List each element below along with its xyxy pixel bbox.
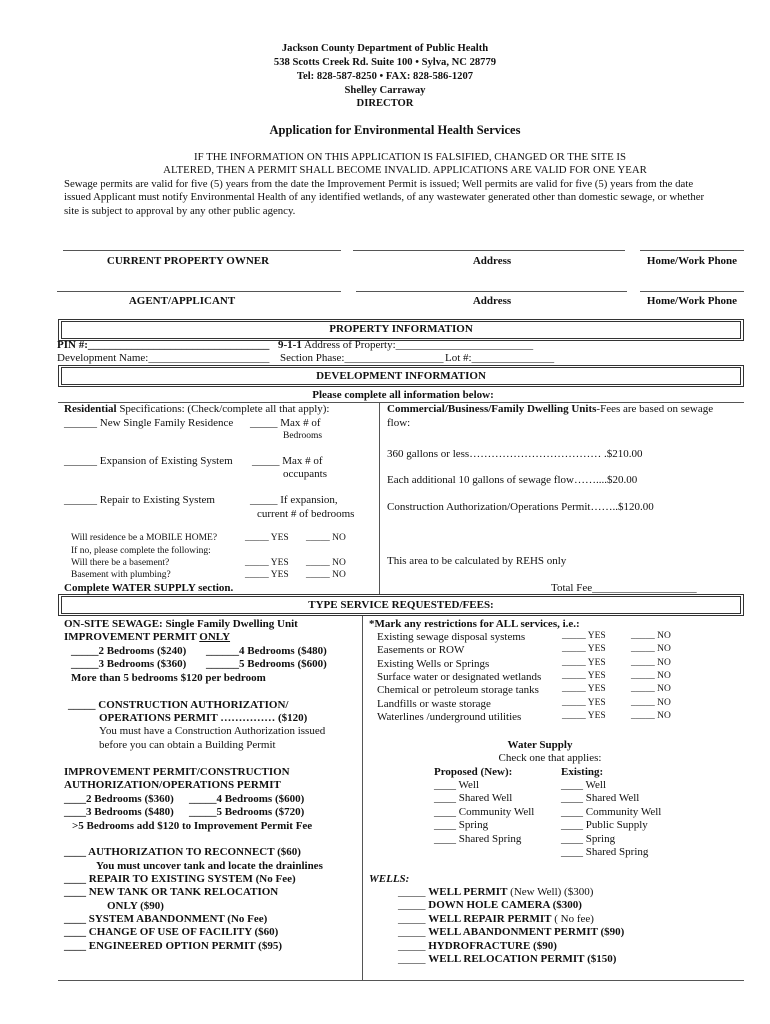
well-permit-item[interactable] — [398, 913, 594, 925]
proposed-item[interactable]: ____ Spring — [434, 819, 489, 832]
dev-divider — [379, 402, 380, 594]
if-expansion[interactable]: _____ If expansion, — [250, 494, 338, 506]
repair-existing[interactable]: ______ Repair to Existing System — [64, 494, 215, 506]
type-divider — [362, 616, 363, 980]
owner-phone-label: Home/Work Phone — [646, 255, 738, 267]
fee-ca-operations: Construction Authorization/Operations Permit……..$120.00 — [387, 501, 654, 513]
restriction-item: Waterlines /underground utilities — [377, 710, 522, 723]
repair-existing-system[interactable]: ____ REPAIR TO EXISTING SYSTEM (No Fee) — [64, 873, 296, 885]
well-permit-item[interactable] — [398, 926, 624, 938]
restriction-no[interactable]: _____ NO — [631, 697, 671, 708]
system-abandonment[interactable]: ____ SYSTEM ABANDONMENT (No Fee) — [64, 913, 268, 925]
ip-5-bedrooms[interactable]: ______5 Bedrooms ($600) — [206, 658, 327, 670]
reconnect-note: You must uncover tank and locate the drainlines — [96, 860, 323, 872]
e911-rest: Address of Property:_________________________ — [301, 339, 534, 351]
well-permit-fee: (New Well) ($300) — [507, 886, 594, 898]
residential-spec — [64, 403, 329, 415]
well-blank: _____ — [398, 939, 426, 952]
well-permit-item[interactable] — [398, 940, 557, 952]
restriction-item: Existing sewage disposal systems — [377, 631, 526, 643]
restriction-item: Existing Wells or Springs — [377, 657, 490, 670]
improvement-permit-only — [64, 631, 230, 643]
well-permit-item[interactable] — [398, 899, 582, 911]
agent-address-line[interactable] — [356, 291, 627, 292]
total-fee-field[interactable]: Total Fee___________________ — [551, 582, 697, 594]
plumbing-no[interactable]: _____ NO — [306, 570, 346, 580]
well-blank: _____ — [398, 953, 426, 965]
pin-field[interactable]: PIN #:_________________________________ — [57, 339, 270, 351]
agent-phone-line[interactable] — [640, 291, 744, 292]
max-occupants[interactable]: _____ Max # of — [252, 455, 323, 467]
proposed-item[interactable]: ____ Shared Well — [434, 792, 513, 805]
agent-phone-label: Home/Work Phone — [646, 295, 738, 307]
e911-label: 9-1-1 — [278, 339, 302, 351]
owner-label: CURRENT PROPERTY OWNER — [106, 255, 270, 267]
restriction-yes[interactable]: _____ YES — [562, 657, 606, 668]
well-permit-name: DOWN HOLE CAMERA ($300) — [428, 899, 582, 912]
ip-only-a: IMPROVEMENT PERMIT — [64, 631, 200, 643]
agency-name: Jackson County Department of Public Health — [281, 43, 489, 54]
fee-360-gallons: 360 gallons or less……………………………… .$210.00 — [387, 448, 643, 460]
restriction-item: Chemical or petroleum storage tanks — [377, 684, 539, 697]
well-blank: _____ — [398, 926, 426, 939]
water-supply-heading: Water Supply — [507, 739, 573, 751]
restriction-yes[interactable]: _____ YES — [562, 710, 606, 721]
ipca-3-bedrooms[interactable]: ____3 Bedrooms ($480) — [64, 806, 174, 818]
notice-line-3: site is subject to approval by any other public agency. — [64, 205, 296, 217]
agent-label: AGENT/APPLICANT — [128, 295, 236, 307]
residential-label: Residential — [64, 403, 117, 415]
ip-only-b: ONLY — [199, 631, 231, 643]
ip-2-bedrooms[interactable]: _____2 Bedrooms ($240) — [71, 645, 187, 657]
agency-phone: Tel: 828-587-8250 • FAX: 828-586-1207 — [296, 71, 474, 82]
ipca-heading-a: IMPROVEMENT PERMIT/CONSTRUCTION — [64, 766, 290, 778]
existing-item[interactable]: ____ Shared Well — [561, 792, 640, 805]
well-permit-name: WELL ABANDONMENT PERMIT ($90) — [428, 926, 625, 939]
current-bedrooms-label: current # of bedrooms — [257, 508, 355, 520]
ipca-2-bedrooms[interactable]: ____2 Bedrooms ($360) — [64, 793, 174, 805]
ca-permit-a[interactable]: _____ CONSTRUCTION AUTHORIZATION/ — [68, 699, 289, 711]
well-permit-name: WELL PERMIT — [428, 886, 508, 898]
residential-rest: Specifications: (Check/complete all that apply): — [116, 403, 330, 415]
development-heading: DEVELOPMENT INFORMATION — [316, 370, 486, 382]
warning-line-1: IF THE INFORMATION ON THIS APPLICATION IS FALSIFIED, CHANGED OR THE SITE IS — [194, 151, 626, 163]
proposed-item[interactable]: ____ Community Well — [434, 805, 535, 818]
mobile-home-question: Will residence be a MOBILE HOME? — [71, 533, 218, 543]
max-bedrooms[interactable]: _____ Max # of — [250, 417, 321, 429]
ca-permit-b: OPERATIONS PERMIT …………… ($120) — [99, 712, 308, 724]
existing-item[interactable]: ____ Public Supply — [561, 819, 648, 832]
restriction-no[interactable]: _____ NO — [631, 631, 671, 641]
water-supply-instruction: Complete WATER SUPPLY section. — [64, 582, 234, 594]
restriction-yes[interactable]: _____ YES — [562, 644, 606, 655]
plumbing-question: Basement with plumbing? — [71, 570, 171, 580]
well-permit-name: HYDROFRACTURE ($90) — [428, 939, 557, 952]
well-blank: _____ — [398, 912, 426, 925]
owner-address-label: Address — [472, 255, 512, 267]
expansion-existing[interactable]: ______ Expansion of Existing System — [64, 455, 233, 467]
agent-address-label: Address — [472, 295, 512, 307]
commercial-spec — [387, 403, 713, 415]
well-permit-name: WELL RELOCATION PERMIT ($150) — [428, 953, 617, 965]
if-no-note: If no, please complete the following: — [71, 546, 211, 556]
restriction-no[interactable]: _____ NO — [631, 657, 671, 668]
restriction-no[interactable]: _____ NO — [631, 670, 671, 681]
proposed-heading: Proposed (New): — [434, 766, 513, 778]
well-blank: _____ — [398, 899, 426, 912]
proposed-item[interactable]: ____ Shared Spring — [434, 832, 522, 845]
restriction-item: Surface water or designated wetlands — [377, 670, 542, 683]
agency-address: 538 Scotts Creek Rd. Suite 100 • Sylva, NC 28779 — [273, 57, 497, 68]
new-single-family[interactable]: ______ New Single Family Residence — [64, 417, 234, 429]
existing-item[interactable]: ____ Shared Spring — [561, 846, 649, 858]
director-name: Shelley Carraway — [344, 85, 426, 96]
well-permit-name: WELL REPAIR PERMIT — [428, 912, 552, 925]
ipca-5-bedrooms[interactable]: _____5 Bedrooms ($720) — [189, 806, 305, 818]
basement-no[interactable]: _____ NO — [306, 558, 346, 568]
ipca-heading-b: AUTHORIZATION/OPERATIONS PERMIT — [64, 779, 281, 791]
director-title: DIRECTOR — [356, 98, 414, 109]
lot-field[interactable]: Lot #:_______________ — [445, 352, 555, 364]
wells-heading: WELLS: — [369, 873, 410, 885]
engineered-option[interactable]: ____ ENGINEERED OPTION PERMIT ($95) — [64, 940, 282, 952]
agent-name-line[interactable] — [57, 291, 341, 292]
form-title: Application for Environmental Health Services — [269, 123, 521, 137]
flow-label: flow: — [387, 417, 411, 429]
ipca-4-bedrooms[interactable]: _____4 Bedrooms ($600) — [189, 793, 305, 805]
well-permit-item[interactable] — [398, 953, 616, 965]
bedrooms-label: Bedrooms — [283, 431, 323, 441]
well-permit-fee: ( No fee) — [551, 912, 594, 925]
existing-item[interactable]: ____ Community Well — [561, 805, 662, 818]
address-911-field[interactable] — [278, 339, 533, 351]
restriction-no[interactable]: _____ NO — [631, 644, 671, 655]
rehs-note: This area to be calculated by REHS only — [387, 555, 567, 567]
restriction-yes[interactable]: _____ YES — [562, 631, 606, 641]
basement-yes[interactable]: _____ YES — [245, 558, 289, 568]
onsite-heading: ON-SITE SEWAGE: Single Family Dwelling Unit — [64, 618, 298, 630]
proposed-item[interactable]: ____ Well — [434, 779, 480, 791]
ip-4-bedrooms[interactable]: ______4 Bedrooms ($480) — [206, 645, 327, 657]
notice-line-1: Sewage permits are valid for five (5) years from the date the Improvement Permit is issued; Well permits are valid for five (5) years from the date — [64, 178, 694, 190]
restriction-yes[interactable]: _____ YES — [562, 697, 606, 708]
warning-line-2: ALTERED, THEN A PERMIT SHALL BECOME INVALID. APPLICATIONS ARE VALID FOR ONE YEAR — [163, 164, 647, 176]
basement-question: Will there be a basement? — [71, 558, 170, 568]
type-service-heading: TYPE SERVICE REQUESTED/FEES: — [308, 599, 494, 611]
restriction-no[interactable]: _____ NO — [631, 684, 671, 695]
restriction-no[interactable]: _____ NO — [631, 710, 671, 721]
section-phase-field[interactable]: Section Phase:__________________ — [280, 352, 444, 364]
owner-address-line[interactable] — [353, 250, 625, 251]
authorization-reconnect[interactable]: ____ AUTHORIZATION TO RECONNECT ($60) — [64, 846, 301, 858]
development-name-field[interactable]: Development Name:______________________ — [57, 352, 270, 364]
existing-item[interactable]: ____ Well — [561, 779, 607, 791]
plumbing-yes[interactable]: _____ YES — [245, 570, 289, 580]
commercial-label: Commercial/Business/Family Dwelling Units — [387, 403, 597, 415]
existing-heading: Existing: — [561, 766, 604, 778]
please-complete: Please complete all information below: — [312, 389, 494, 401]
well-blank: _____ — [398, 886, 426, 898]
change-of-use[interactable]: ____ CHANGE OF USE OF FACILITY ($60) — [64, 926, 279, 938]
fee-each-10-gallons: Each additional 10 gallons of sewage flow……....$20.00 — [387, 474, 638, 486]
mobile-no[interactable]: _____ NO — [306, 533, 346, 543]
restriction-yes[interactable]: _____ YES — [562, 670, 606, 681]
restrictions-heading: *Mark any restrictions for ALL services, i.e.: — [369, 618, 580, 630]
mobile-yes[interactable]: _____ YES — [245, 533, 289, 543]
restriction-item: Easements or ROW — [377, 644, 465, 657]
owner-phone-line[interactable] — [640, 250, 744, 251]
existing-item[interactable]: ____ Spring — [561, 832, 616, 845]
new-tank-relocation[interactable]: ____ NEW TANK OR TANK RELOCATION — [64, 886, 279, 898]
ipca-more-bedrooms: >5 Bedrooms add $120 to Improvement Permit Fee — [72, 820, 313, 832]
ip-more-bedrooms: More than 5 bedrooms $120 per bedroom — [71, 672, 266, 684]
water-supply-check: Check one that applies: — [498, 752, 602, 764]
new-tank-fee: ONLY ($90) — [107, 900, 164, 912]
notice-line-2: issued Applicant must notify Environmental Health of any identified wetlands, of any wastewater generated other than domestic sewage, or whether — [64, 191, 705, 203]
restriction-item: Landfills or waste storage — [377, 697, 491, 710]
occupants-label: occupants — [283, 468, 327, 480]
ca-note-b: before you can obtain a Building Permit — [99, 739, 276, 751]
property-heading: PROPERTY INFORMATION — [329, 323, 473, 335]
owner-name-line[interactable] — [63, 250, 341, 251]
commercial-rest: -Fees are based on sewage — [596, 403, 714, 415]
well-permit-item[interactable] — [398, 886, 593, 898]
restriction-yes[interactable]: _____ YES — [562, 684, 606, 695]
ip-3-bedrooms[interactable]: _____3 Bedrooms ($360) — [71, 658, 187, 670]
type-bottom-rule — [58, 980, 744, 981]
ca-note-a: You must have a Construction Authorization issued — [99, 725, 326, 737]
